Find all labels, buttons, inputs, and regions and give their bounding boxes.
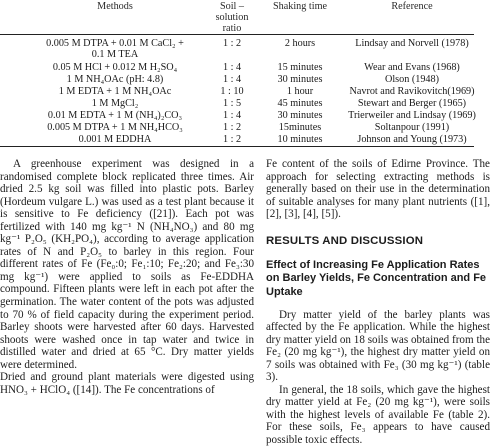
table-header-rule [0,34,474,35]
header-ratio-line3: ratio [222,23,242,34]
row1-time: 2 hours [284,38,316,49]
right-text-column [266,158,490,446]
row2-method: 0.05 M HCl + 0.012 M H₂SO₄ [52,62,178,73]
row8-ratio: 1 : 2 [222,134,242,145]
row7-ratio: 1 : 2 [222,122,242,133]
row6-reference: Trierweiler and Lindsay (1969) [348,110,476,121]
row3-time: 30 minutes [277,74,323,85]
row4-ratio: 1 : 10 [220,86,244,97]
row6-method: 0.01 M EDTA + 1 M (NH₄)₂CO₃ [47,110,183,121]
row6-time: 30 minutes [277,110,323,121]
table-bottom-rule [0,146,474,147]
header-methods: Methods [97,1,133,12]
row6-ratio: 1 : 4 [222,110,242,121]
row7-reference: Soltanpour (1991) [374,122,450,133]
extraction-approach-paragraph: Fe content of the soils of Edirne Province. The approach for selecting extracting methods is generally based on their use in the determination of suitable analyses for many plant nutrients ([1], [2], [3], [4], [5]). [266,158,490,221]
row8-method: 0.001 M EDDHA [78,134,152,145]
row5-ratio: 1 : 5 [222,98,242,109]
row3-ratio: 1 : 4 [222,74,242,85]
row4-time: 1 hour [286,86,314,97]
row1-ratio: 1 : 2 [222,38,242,49]
dry-matter-paragraph: Dry matter yield of the barley plants was affected by the Fe application. While the highest dry matter yield on 18 soils was obtained from the Fe₂ (20 mg kg⁻¹), the highest dry matter yield on 7 soils was obtained with Fe₃ (30 mg kg⁻¹) (table 3). [266,308,490,384]
row7-method: 0.005 M DTPA + 1 M NH₄HCO₃ [47,122,183,133]
header-ratio-line2: solution [215,12,249,23]
subsection-heading: Effect of Increasing Fe Application Rates on Barley Yields, Fe Concentration and Fe Uptake [266,258,487,298]
row1-reference: Lindsay and Norvell (1978) [355,38,469,49]
section-heading: RESULTS AND DISCUSSION [266,234,424,247]
row2-ratio: 1 : 4 [222,62,242,73]
row2-time: 15 minutes [277,62,323,73]
header-ratio-line1: Soil – [219,1,245,12]
row1-method-line2: 0.1 M TEA [91,49,139,60]
row3-method: 1 M NH₄OAc (pH: 4.8) [66,74,164,85]
row7-time: 15minutes [278,122,322,133]
header-shaking-time: Shaking time [272,1,328,12]
header-reference: Reference [391,1,433,12]
row3-reference: Olson (1948) [384,74,440,85]
extraction-methods-table [0,0,474,148]
methods-paragraph: A greenhouse experiment was designed in a randomised complete block replicated three times. Air dried 2.5 kg soil was filled into plastic pots. Barley (Hordeum vulgare L.) was used as a test plant because it is sensitive to Fe deficiency ([21]). Each pot was fertilized with 140 mg kg⁻¹ N (NH₄NO₃) and 80 mg kg⁻¹ P₂O₅ (KH₂PO₄), according to average application rates of N and P₂O₅ to barley in this region. Four different rates of Fe (Fe₀:0; Fe₁:10; Fe₂:20; and Fe₃:30 mg kg⁻¹) were applied to soils as Fe-EDDHA compound. Fifteen plants were left in each pot after the germination. The water content of the pots was adjusted to 70 % of field capacity during the experiment period. Barley shoots were harvested after 60 days. Harvested shoots were washed once in tap water and twice in distilled water and dried at 65 °C. Dry matter yields were determined. [0,158,254,371]
row5-reference: Stewart and Berger (1965) [357,98,467,109]
row8-time: 10 minutes [277,134,323,145]
row8-reference: Johnson and Young (1973) [357,134,467,145]
row4-method: 1 M EDTA + 1 M NH₄OAc [58,86,172,97]
row2-reference: Wear and Evans (1968) [364,62,460,73]
row5-method: 1 M MgCl₂ [91,98,139,109]
highest-yield-paragraph: In general, the 18 soils, which gave the highest dry matter yield at Fe₂ (20 mg kg⁻¹), were soils with the highest levels of available Fe (table 2). For these soils, Fe₃ appears to have caused possible toxic effects. [266,383,490,446]
left-text-column [0,158,254,439]
digestion-paragraph: Dried and ground plant materials were digested using HNO₃ + HClO₄ ([14]). The Fe concentrations of [0,371,254,396]
row1-method-line1: 0.005 M DTPA + 0.01 M CaCl₂ + [46,38,184,49]
row4-reference: Navrot and Ravikovitch(1969) [349,86,475,97]
row5-time: 45 minutes [277,98,323,109]
